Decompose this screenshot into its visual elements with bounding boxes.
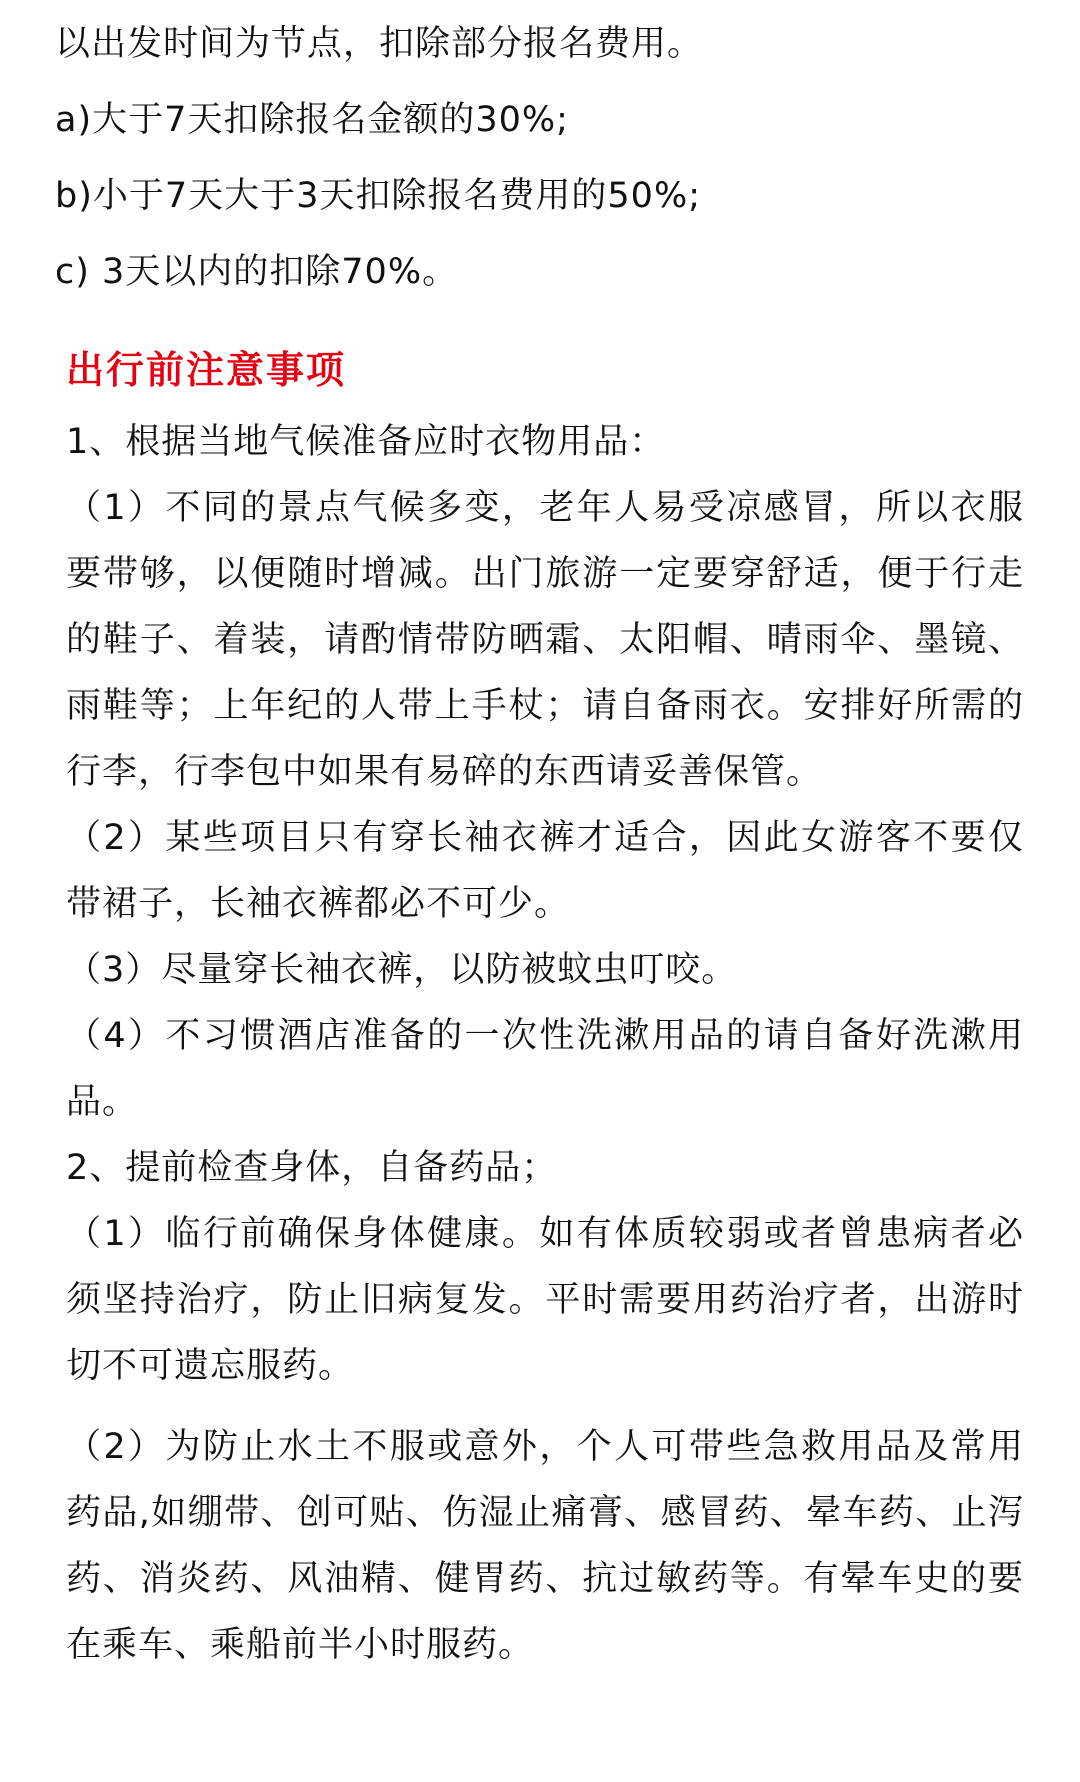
paragraph-line: （1）不同的景点气候多变，老年人易受凉感冒，所以衣服: [66, 488, 1024, 528]
paragraph-line: 雨鞋等；上年纪的人带上手杖；请自备雨衣。安排好所需的: [66, 686, 1024, 726]
paragraph-line: （2）某些项目只有穿长袖衣裤才适合，因此女游客不要仅: [66, 818, 1024, 858]
item-1-title: 1、根据当地气候准备应时衣物用品：: [66, 422, 666, 462]
paragraph-line: 的鞋子、着装，请酌情带防晒霜、太阳帽、晴雨伞、墨镜、: [66, 620, 1024, 660]
refund-rule-c: c) 3天以内的扣除70%。: [55, 252, 459, 292]
paragraph-line: 切不可遗忘服药。: [66, 1346, 355, 1386]
paragraph-line: （2）为防止水土不服或意外，个人可带些急救用品及常用: [66, 1427, 1024, 1467]
paragraph-line: 行李，行李包中如果有易碎的东西请妥善保管。: [66, 752, 823, 792]
paragraph-line: （3）尽量穿长袖衣裤，以防被蚊虫叮咬。: [66, 950, 738, 990]
refund-rule-a: a)大于7天扣除报名金额的30%;: [55, 100, 569, 140]
paragraph-line: （1）临行前确保身体健康。如有体质较弱或者曾患病者必: [66, 1214, 1024, 1254]
refund-rule-intro: 以出发时间为节点，扣除部分报名费用。: [55, 24, 704, 64]
item-2-title: 2、提前检查身体，自备药品；: [66, 1148, 558, 1188]
refund-rule-b: b)小于7天大于3天扣除报名费用的50%;: [55, 176, 701, 216]
paragraph-line: 药品,如绷带、创可贴、伤湿止痛膏、感冒药、晕车药、止泻: [66, 1493, 1024, 1533]
paragraph-line: （4）不习惯酒店准备的一次性洗漱用品的请自备好洗漱用: [66, 1016, 1024, 1056]
paragraph-line: 须坚持治疗，防止旧病复发。平时需要用药治疗者，出游时: [66, 1280, 1024, 1320]
paragraph-line: 在乘车、乘船前半小时服药。: [66, 1625, 535, 1665]
paragraph-line: 药、消炎药、风油精、健胃药、抗过敏药等。有晕车史的要: [66, 1559, 1024, 1599]
paragraph-line: 品。: [66, 1082, 139, 1122]
paragraph-line: 要带够，以便随时增减。出门旅游一定要穿舒适，便于行走: [66, 554, 1024, 594]
paragraph-line: 带裙子，长袖衣裤都必不可少。: [66, 884, 571, 924]
section-heading: 出行前注意事项: [66, 348, 347, 392]
